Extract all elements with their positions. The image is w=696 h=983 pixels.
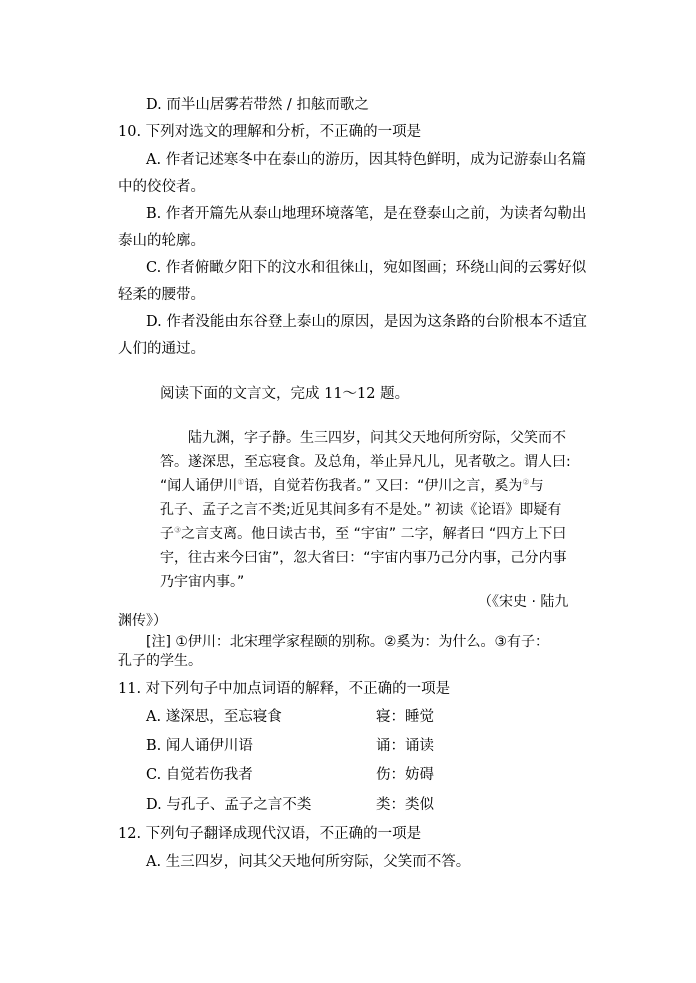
q12-stem: 12. 下列句子翻译成现代汉语，不正确的一项是 [118, 826, 422, 842]
q11-option-b-definition: 诵：诵读 [376, 738, 434, 754]
q9-option-d: D. 而半山居雾若带然 / 扣舷而歌之 [146, 97, 369, 113]
passage-line1: 陆九渊，字子静。生三四岁，问其父天地何所穷际，父笑而不 [188, 430, 566, 446]
q11-option-b: B. 闻人诵伊川语 [146, 738, 253, 754]
passage-line2: 答。遂深思，至忘寝食。及总角，举止异凡儿，见者敬之。谓人曰: [160, 454, 571, 470]
q10-option-d-line1: D. 作者没能由东谷登上泰山的原因，是因为这条路的台阶根本不适宜 [146, 314, 587, 330]
q11-option-c: C. 自觉若伤我者 [146, 767, 253, 783]
q11-option-c-definition: 伤：妨碍 [376, 767, 434, 783]
q10-option-c-line1: C. 作者俯瞰夕阳下的汶水和徂徕山，宛如图画；环绕山间的云雾好似 [146, 260, 587, 276]
q10-stem: 10. 下列对选文的理解和分析，不正确的一项是 [118, 124, 422, 140]
source-citation-line2: 渊传》） [118, 613, 167, 629]
footnote-marker-2: ② [522, 477, 530, 487]
q10-option-b-line1: B. 作者开篇先从泰山地理环境落笔，是在登泰山之前，为读者勾勒出 [146, 206, 587, 222]
q11-stem: 11. 对下列句子中加点词语的解释，不正确的一项是 [118, 681, 451, 697]
passage-line3: “闻人诵伊川①语，自觉若伤我者。” 又曰：“伊川之言，奚为②与 [160, 477, 544, 494]
q11-option-a: A. 遂深思，至忘寝食 [146, 709, 282, 725]
q11-option-d-definition: 类：类似 [376, 797, 434, 813]
passage-line5: 子③之言支离。他日读古书，至 “宇宙” 二字，解者曰 “四方上下曰 [160, 525, 567, 542]
q10-option-b-line2: 泰山的轮廓。 [118, 233, 205, 249]
q11-option-a-definition: 寝：睡觉 [376, 709, 434, 725]
annotation-line1: [注] ①伊川：北宋理学家程颐的别称。②奚为：为什么。③有子： [146, 634, 550, 650]
annotation-line2: 孔子的学生。 [118, 653, 202, 669]
passage-line7: 乃宇宙内事。” [160, 574, 245, 590]
q10-option-a-line2: 中的佼佼者。 [118, 179, 205, 195]
footnote-marker-1: ① [237, 477, 245, 487]
reading-intro: 阅读下面的文言文，完成 11～12 题。 [160, 386, 410, 402]
source-citation-line1: （《宋史 · 陆九 [478, 594, 569, 610]
q12-option-a: A. 生三四岁，问其父天地何所穷际，父笑而不答。 [146, 854, 471, 870]
q11-option-d: D. 与孔子、孟子之言不类 [146, 797, 312, 813]
q10-option-d-line2: 人们的通过。 [118, 341, 205, 357]
q10-option-c-line2: 轻柔的腰带。 [118, 287, 205, 303]
passage-line4: 孔子、孟子之言不类;近见其间多有不是处。” 初读《论语》即疑有 [160, 502, 562, 518]
footnote-marker-3: ③ [174, 525, 182, 535]
passage-line6: 宇，往古来今曰宙”，忽大省曰：“宇宙内事乃己分内事，己分内事 [160, 550, 567, 566]
q10-option-a-line1: A. 作者记述寒冬中在泰山的游历，因其特色鲜明，成为记游泰山名篇 [146, 152, 587, 168]
